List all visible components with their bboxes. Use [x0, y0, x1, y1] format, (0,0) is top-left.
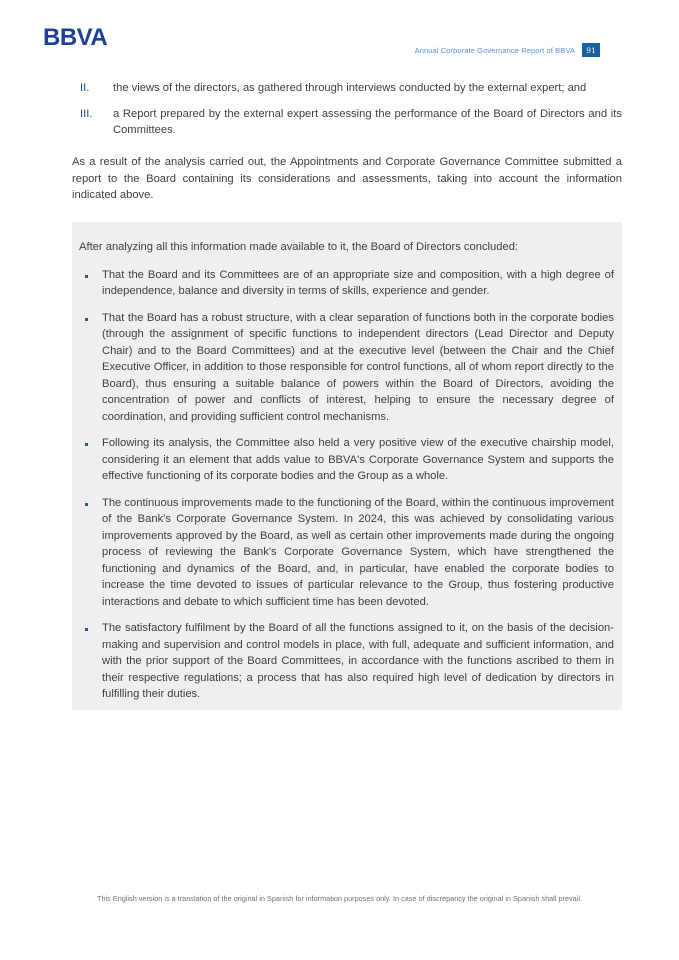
list-numeral: III.	[80, 108, 93, 120]
bullet-item	[79, 620, 614, 703]
box-intro: After analyzing all this information made available to it, the Board of Directors concluded:	[79, 241, 519, 253]
bullet-marker	[79, 267, 102, 300]
bullet-marker	[79, 620, 102, 703]
report-title: Annual Corporate Governance Report of BBVA	[414, 46, 575, 55]
bullet-item	[79, 310, 614, 426]
conclusions-box	[72, 222, 622, 710]
bullet-marker	[79, 310, 102, 426]
bullet-text: Following its analysis, the Committee also held a very positive view of the executive chairship model, considering it an element that adds value to BBVA's Corporate Governance System and supports the effective functioning of its corporate bodies and the Group as a whole.	[102, 437, 614, 482]
list-numeral: II.	[80, 82, 90, 94]
list-text: the views of the directors, as gathered through interviews conducted by the external expert; and	[113, 82, 587, 94]
bullet-item	[79, 267, 614, 300]
bullet-text: That the Board and its Committees are of an appropriate size and composition, with a high degree of independence, balance and diversity in terms of skills, experience and gender.	[102, 268, 614, 297]
svg-text:BBVA: BBVA	[43, 26, 108, 48]
bullet-marker	[79, 495, 102, 611]
list-text: a Report prepared by the external expert assessing the performance of the Board of Directors and its Committees.	[113, 108, 622, 136]
body-paragraph: As a result of the analysis carried out, the Appointments and Corporate Governance Committee submitted a report to the Board containing its considerations and assessments, taking into account the information indicated above.	[72, 156, 622, 201]
list-item	[72, 80, 622, 96]
bullet-text: That the Board has a robust structure, with a clear separation of functions both in the corporate bodies (through the assignment of specific functions to independent directors (Lead Director and Deputy Chair) and to the Board Committees) and at the executive level (between the Chair and the Chief Executive Officer, in addition to those responsible for control functions, all of whom report directly to the Board), thus ensuring a suitable balance of powers within the Board of Directors, avoiding the concentration of power and conflicts of interest, helping to ensure the necessary degree of coordination, and providing sufficient control mechanisms.	[102, 311, 614, 423]
bullet-item	[79, 495, 614, 611]
bbva-logo	[43, 26, 119, 48]
page-number: 91	[582, 43, 600, 57]
list-item	[72, 106, 622, 138]
bullet-text: The satisfactory fulfilment by the Board of all the functions assigned to it, on the basis of the decision-making and supervision and control models in place, with full, adequate and sufficient information, and with the prior support of the Board Committees, in accordance with the functions ascribed to them in their respective regulations; a process that has also required high level of dedication by directors in fulfilling their duties.	[102, 622, 614, 700]
main-content	[72, 80, 622, 204]
bullet-marker	[79, 435, 102, 485]
bullet-item	[79, 435, 614, 485]
footer-disclaimer: This English version is a translation of the original in Spanish for information purposes only. In case of discrepancy the original in Spanish shall prevail.	[97, 894, 582, 903]
bullet-text: The continuous improvements made to the functioning of the Board, within the continuous improvement of the Bank's Corporate Governance System. In 2024, this was achieved by consolidating various improvements approved by the Board, as well as certain other improvements made during the ongoing process of reviewing the Bank's Corporate Governance System, which have strengthened the functioning and dynamics of the Board, and, in particular, have enabled the corporate bodies to increase the time devoted to issues of particular relevance to the Group, thus fostering productive interactions and debate to which sufficient time has been devoted.	[102, 496, 614, 608]
